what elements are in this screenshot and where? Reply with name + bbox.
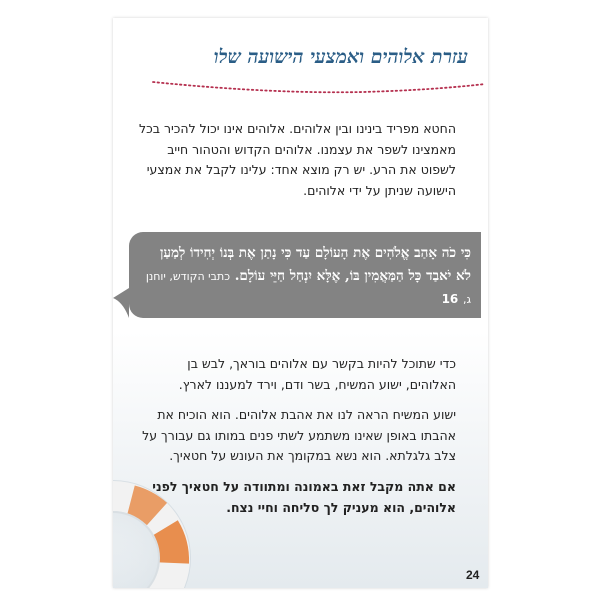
intro-paragraph: החטא מפריד בינינו ובין אלוהים. אלוהים אינו יכול להכיר בכל מאמצינו לשפר את עצמנו. אלוהים הקדוש והטהור חייב לשפוט את הרע. יש רק מוצא אחד: עלינו לקבל את אמצעי הישועה שניתן על ידי אלוהים. bbox=[139, 121, 456, 198]
verse-reference-number: 16 bbox=[441, 292, 459, 306]
page-title: עזרת אלוהים ואמצעי הישועה שלו bbox=[213, 46, 468, 68]
verse-reference: כתבי הקודש, יוחנן ג, bbox=[145, 270, 471, 306]
lifebuoy-icon bbox=[113, 438, 223, 588]
verse-box-tail bbox=[113, 288, 143, 328]
verse-text: כִּי כֹה אָהַב אֱלֹהִים אֶת הָעוֹלָם עַד כִּי נָתַן אֶת בְּנוֹ יְחִידוֹ לְמַעַן לֹא יֹאבַד כָּל הַמַּאֲמִין בּוֹ, אֶלָּא יִנְחַל חַיֵּי עוֹלָם. bbox=[159, 245, 471, 284]
title-underline-decoration bbox=[113, 80, 488, 120]
document-page bbox=[113, 18, 488, 588]
bible-verse bbox=[143, 242, 471, 311]
page-number: 24 bbox=[466, 568, 480, 582]
incarnation-paragraph: כדי שתוכל להיות בקשר עם אלוהים בוראך, לבש בן האלוהים, ישוע המשיח, בשר ודם, וירד למעננו לארץ. bbox=[178, 356, 456, 392]
verse-box bbox=[129, 232, 481, 318]
salvation-paragraph: אם אתה מקבל זאת באמונה ומתוודה על חטאיך לפני אלוהים, הוא מעניק לך סליחה וחיי נצח. bbox=[152, 479, 456, 515]
love-paragraph: ישוע המשיח הראה לנו את אהבת אלוהים. הוא הוכיח את אהבתו באופן שאינו משתמע לשתי פנים במותו גם עבורך על צלב גלגלתא. הוא נשא במקומך את העונש על חטאיך. bbox=[142, 407, 456, 463]
